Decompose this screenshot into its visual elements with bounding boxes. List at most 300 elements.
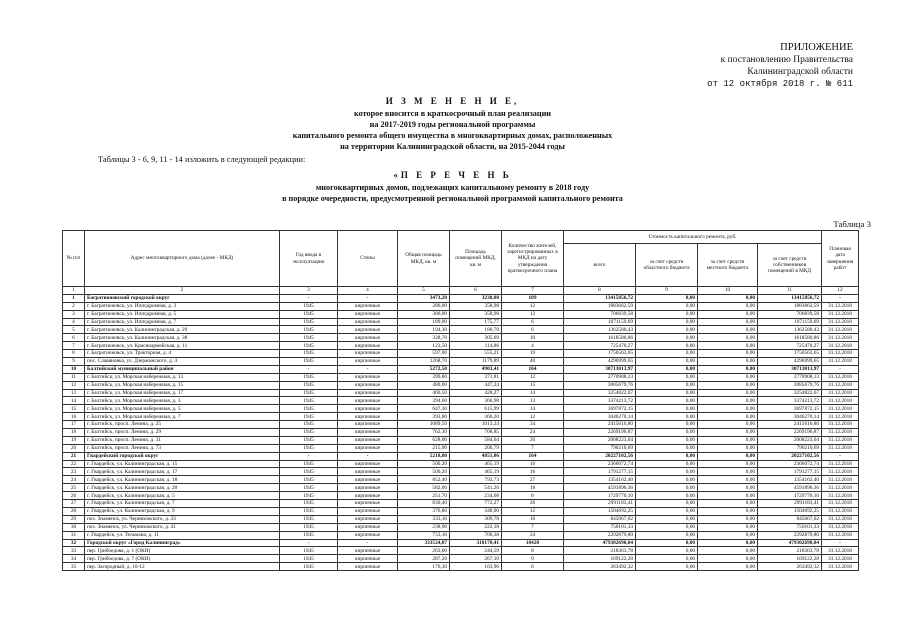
cell-walls: кирпичные [338,358,398,366]
cell-addr: г. Багратионовск, ул. Ипподромная, д. 3 [85,302,280,310]
cell-year: 1945 [280,555,338,563]
cell-walls: кирпичные [338,373,398,381]
cell-a2: 371,81 [450,373,502,381]
table-row [63,381,859,389]
cell-addr: пер. Грибоедова, д. 7 (ОКН) [85,555,280,563]
cell-c1: 2292879,80 [564,531,636,539]
table-row [63,413,859,421]
cell-a2: 366,20 [450,413,502,421]
cell-a2: 244,59 [450,547,502,555]
cell-d: 31.12.2018 [822,547,859,555]
cell-addr: г. Багратионовск, ул. Калининградская, д. 38 [85,334,280,342]
cell-c4: 1729770,10 [758,492,822,500]
cell-res: 4 [502,342,564,350]
cell-c2: 0,00 [636,436,698,444]
cell-addr: г. Балтийск, просп. Ленина, д. 29 [85,429,280,437]
group-row [63,452,859,460]
table-row [63,326,859,334]
table-row [63,476,859,484]
cell-c2: 0,00 [636,373,698,381]
cell-year: 1945 [280,507,338,515]
cell-res: 6 [502,318,564,326]
annex-date: от 12 октября 2018 г. № 611 [707,79,853,89]
cell-d: 31.12.2018 [822,460,859,468]
list-title: «П Е Р Е Ч Е Н Ь [393,170,512,180]
cell-a1: 500,20 [398,468,450,476]
cell-a2: 163,96 [450,563,502,571]
cell-n: 12 [63,381,85,389]
cell-res: 16 [502,468,564,476]
cell-a2: 447,24 [450,381,502,389]
cell-a1: 176,30 [398,563,450,571]
cell-walls: - [338,452,398,460]
cell-addr: г. Балтийск, ул. Морская набережная, д. 13 [85,373,280,381]
cell-addr: пер. Грибоедова, д. 1 (ОКН) [85,547,280,555]
cell-walls: кирпичные [338,476,398,484]
cell-d: 31.12.2018 [822,444,859,452]
cell-walls: кирпичные [338,436,398,444]
cell-c4: 1362580,43 [758,326,822,334]
cell-a1: 328,70 [398,334,450,342]
cell-walls: кирпичные [338,302,398,310]
cell-a2: 234,08 [450,492,502,500]
cell-d: 31.12.2018 [822,358,859,366]
cell-n: 34 [63,555,85,563]
cell-addr: г. Балтийск, просп. Ленина, д. 73 [85,444,280,452]
table-row [63,302,859,310]
cell-c3: 0,00 [698,515,758,523]
cell-a1: 376,80 [398,507,450,515]
cell-a2: 309,78 [450,515,502,523]
column-number-row [63,287,859,295]
houses-table [62,230,859,571]
cell-res: 12 [502,413,564,421]
cell-walls: кирпичные [338,507,398,515]
cell-res: 24 [502,531,564,539]
cell-c4: 1504692,25 [758,507,822,515]
cell-a2: 465,19 [450,468,502,476]
cell-d: 31.12.2018 [822,476,859,484]
cell-res: 16 [502,460,564,468]
cell-d: 31.12.2018 [822,507,859,515]
cell-addr: пос. Знаменск, ул. Черняховского, д. 33 [85,515,280,523]
cell-a1: 1089,50 [398,421,450,429]
cell-c3: 0,00 [698,507,758,515]
cell-addr: г. Гвардейск, ул. Калининградская, д. 15 [85,460,280,468]
cell-walls: кирпичные [338,484,398,492]
cell-d: 31.12.2018 [822,468,859,476]
cell-a1: 399,80 [398,373,450,381]
col-cost-group: Стоимость капитального ремонта, руб. [564,231,822,244]
cell-a2: 708,85 [450,429,502,437]
cell-addr: г. Балтийск, просп. Ленина, д. 25 [85,421,280,429]
cell-addr: Багратионовский городской округ [85,294,280,302]
cell-d: 31.12.2018 [822,334,859,342]
cell-a2: 180,70 [450,326,502,334]
change-line-2: на 2017-2019 годы региональной программы [369,120,536,129]
cell-addr: г. Гвардейск, ул. Калининградская, д. 17 [85,468,280,476]
cell-res: 14 [502,405,564,413]
col-cost-local: за счет средств местного бюджета [698,244,758,287]
cell-n: 14 [63,397,85,405]
cell-walls: кирпичные [338,547,398,555]
cell-year: 1945 [280,492,338,500]
cell-c3: 0,00 [698,555,758,563]
cell-c2: 0,00 [636,468,698,476]
cell-res: 164 [502,365,564,373]
cell-c1: 30713013,97 [564,365,636,373]
cell-addr: г. Балтийск, ул. Морская набережная, д. 5 [85,405,280,413]
cell-c2: 0,00 [636,358,698,366]
cell-d: 31.12.2018 [822,531,859,539]
cell-walls: кирпичные [338,444,398,452]
cell-n: 4 [63,318,85,326]
cell-addr: Гвардейский городской округ [85,452,280,460]
cell-walls: кирпичные [338,397,398,405]
cell-a1: 286,00 [398,302,450,310]
column-number-cell: 11 [758,287,822,295]
cell-c1: 20227102,56 [564,452,636,460]
cell-c2: 0,00 [636,515,698,523]
cell-addr: г. Балтийск, ул. Морская набережная, д. 3 [85,397,280,405]
cell-walls: кирпичные [338,531,398,539]
cell-n: 33 [63,547,85,555]
cell-c1: 4296999,65 [564,358,636,366]
col-cost-owners: за счет средств собственников помещений в МКД [758,244,822,287]
cell-res: 20 [502,436,564,444]
cell-addr: пер. Загородный, д. 10-12 [85,563,280,571]
cell-year: 1945 [280,484,338,492]
cell-a1: 1268,70 [398,358,450,366]
cell-c3: 0,00 [698,365,758,373]
cell-c2: 0,00 [636,389,698,397]
cell-c3: 0,00 [698,539,758,547]
cell-c4: 2269196,87 [758,429,822,437]
cell-d: 31.12.2018 [822,302,859,310]
cell-a2: 792,73 [450,476,502,484]
cell-c3: 0,00 [698,468,758,476]
cell-res: 19 [502,350,564,358]
cell-c3: 0,00 [698,373,758,381]
cell-addr: г. Багратионовск, ул. Ипподромная, д. 7 [85,318,280,326]
cell-c4: 3046270,14 [758,413,822,421]
cell-d: 31.12.2018 [822,326,859,334]
cell-n: 8 [63,350,85,358]
cell-a1: 215,90 [398,444,450,452]
cell-d: 31.12.2018 [822,397,859,405]
cell-a2: 772,27 [450,500,502,508]
cell-c3: 0,00 [698,436,758,444]
cell-walls: кирпичные [338,460,398,468]
cell-c1: 13415856,72 [564,294,636,302]
cell-a1: 189,00 [398,318,450,326]
cell-walls: кирпичные [338,318,398,326]
cell-d: 31.12.2018 [822,563,859,571]
change-title: И З М Е Н Е Н И Е, [385,96,520,106]
cell-n: 18 [63,429,85,437]
cell-n: 1 [63,294,85,302]
table-row [63,318,859,326]
cell-year: 1945 [280,326,338,334]
cell-a2: 175,77 [450,318,502,326]
cell-c1: 3254822,67 [564,389,636,397]
table-row [63,500,859,508]
table-row [63,310,859,318]
cell-c2: 0,00 [636,342,698,350]
change-line-4: на территории Калининградской области, на 2015-2044 годы [340,142,565,151]
cell-c1: 750101,33 [564,523,636,531]
cell-n: 3 [63,310,85,318]
column-number-cell: 1 [63,287,85,295]
cell-a1: 393,80 [398,413,450,421]
cell-walls: кирпичные [338,421,398,429]
cell-c3: 0,00 [698,476,758,484]
cell-res: 10 [502,334,564,342]
cell-c2: 0,00 [636,421,698,429]
column-number-cell: 8 [564,287,636,295]
cell-n: 2 [63,302,85,310]
cell-c1: 2008223,04 [564,436,636,444]
cell-n: 20 [63,444,85,452]
cell-c2: 0,00 [636,405,698,413]
cell-c4: 3254822,67 [758,389,822,397]
cell-c4: 1071159,69 [758,318,822,326]
cell-res: 27 [502,476,564,484]
cell-c1: 3697872,15 [564,405,636,413]
cell-walls: кирпичные [338,555,398,563]
column-number-cell: 6 [450,287,502,295]
cell-n: 27 [63,500,85,508]
cell-c3: 0,00 [698,444,758,452]
cell-c4: 845067,02 [758,515,822,523]
cell-c4: 30713013,97 [758,365,822,373]
cell-a1: 852,40 [398,476,450,484]
cell-c1: 2366072,74 [564,460,636,468]
list-line-1: многоквартирных домов, подлежащих капитальному ремонту в 2018 году [315,183,590,192]
table-row [63,523,859,531]
cell-c4: 2415616,80 [758,421,822,429]
cell-a1: 3473,20 [398,294,450,302]
cell-a1: 394,60 [398,397,450,405]
cell-c2: 0,00 [636,294,698,302]
table-row [63,563,859,571]
cell-year: 1945 [280,523,338,531]
cell-c2: 0,00 [636,326,698,334]
cell-n: 17 [63,421,85,429]
cell-c2: 0,00 [636,547,698,555]
cell-c3: 0,00 [698,342,758,350]
cell-addr: г. Багратионовск, ул. Ипподромная, д. 5 [85,310,280,318]
table-row [63,507,859,515]
cell-c3: 0,00 [698,350,758,358]
cell-c2: 0,00 [636,507,698,515]
cell-a1: 287,20 [398,555,450,563]
annex-line-1: к постановлению Правительства [720,55,853,65]
cell-a2: 541,26 [450,484,502,492]
cell-year: 1945 [280,413,338,421]
cell-c2: 0,00 [636,500,698,508]
annex-block [653,42,853,90]
col-cost-total: всего [564,244,636,287]
cell-c4: 4296999,65 [758,358,822,366]
cell-addr: Балтийский муниципальный район [85,365,280,373]
column-number-cell: 9 [636,287,698,295]
cell-c3: 0,00 [698,389,758,397]
cell-d: 31.12.2018 [822,310,859,318]
cell-c4: 2008223,04 [758,436,822,444]
cell-res: 6 [502,563,564,571]
cell-c3: 0,00 [698,358,758,366]
cell-n: 10 [63,365,85,373]
cell-c1: 218363,78 [564,547,636,555]
cell-a2: 222,18 [450,523,502,531]
cell-res: 8 [502,492,564,500]
table-row [63,436,859,444]
cell-d: 31.12.2018 [822,381,859,389]
cell-c4: 750101,33 [758,523,822,531]
cell-a2: 4851,06 [450,452,502,460]
cell-walls: кирпичные [338,515,398,523]
cell-d: 31.12.2018 [822,429,859,437]
cell-c3: 0,00 [698,318,758,326]
group-row [63,539,859,547]
table-row [63,373,859,381]
table-row [63,460,859,468]
cell-res: 13 [502,397,564,405]
cell-c1: 1750563,65 [564,350,636,358]
cell-c3: 0,00 [698,294,758,302]
cell-n: 35 [63,563,85,571]
column-number-cell: 2 [85,287,280,295]
cell-walls: кирпичные [338,405,398,413]
cell-addr: г. Гвардейск, ул. Калининградская, д. 5 [85,492,280,500]
table-header [63,231,859,287]
cell-c1: 263492,32 [564,563,636,571]
col-area-total: Общая площадь МКД, кв. м [398,231,450,287]
cell-year: 1945 [280,397,338,405]
cell-year: 1945 [280,531,338,539]
table-body [63,287,859,571]
cell-c4: 3374213,72 [758,397,822,405]
cell-year: 1945 [280,476,338,484]
cell-a2: 366,98 [450,397,502,405]
cell-a1: 333524,87 [398,539,450,547]
cell-a1: 582,00 [398,484,450,492]
cell-n: 6 [63,334,85,342]
cell-year: 1945 [280,436,338,444]
cell-walls: кирпичные [338,413,398,421]
cell-c4: 1618580,86 [758,334,822,342]
cell-c1: 1729770,10 [564,492,636,500]
cell-c2: 0,00 [636,484,698,492]
cell-c3: 0,00 [698,405,758,413]
cell-addr: г. Гвардейск, ул. Калининградская, д. 20 [85,484,280,492]
cell-n: 11 [63,373,85,381]
cell-n: 29 [63,515,85,523]
cell-a2: 348,00 [450,507,502,515]
cell-res: 12 [502,302,564,310]
cell-a2: 114,86 [450,342,502,350]
col-walls: Стены [338,231,398,287]
cell-a1: 238,90 [398,523,450,531]
cell-year: 1945 [280,468,338,476]
cell-d: 31.12.2018 [822,350,859,358]
cell-c4: 2770908,13 [758,373,822,381]
cell-res: 6 [502,326,564,334]
change-line-3: капитального ремонта общего имущества в многоквартирных домах, расположенных [292,131,613,140]
cell-c2: 0,00 [636,310,698,318]
table-row [63,444,859,452]
table-row [63,350,859,358]
cell-res: 18 [502,484,564,492]
cell-n: 5 [63,326,85,334]
table-row [63,547,859,555]
cell-c4: 1750563,65 [758,350,822,358]
cell-a1: 251,70 [398,492,450,500]
cell-d: - [822,365,859,373]
cell-year: 1945 [280,405,338,413]
cell-year: 1945 [280,500,338,508]
cell-c4: 2991183,41 [758,500,822,508]
table-row [63,492,859,500]
cell-c3: 0,00 [698,492,758,500]
cell-c2: 0,00 [636,365,698,373]
col-year: Год ввода в эксплуатацию [280,231,338,287]
cell-walls: кирпичные [338,334,398,342]
cell-c4: 3697872,15 [758,405,822,413]
cell-a1: 597,00 [398,350,450,358]
cell-year: 1945 [280,342,338,350]
cell-n: 28 [63,507,85,515]
table-row [63,389,859,397]
cell-n: 31 [63,531,85,539]
cell-c2: 0,00 [636,302,698,310]
cell-walls: кирпичные [338,310,398,318]
cell-a2: 4903,41 [450,365,502,373]
cell-n: 21 [63,452,85,460]
cell-c3: 0,00 [698,397,758,405]
cell-a2: 465,19 [450,460,502,468]
cell-c2: 0,00 [636,429,698,437]
cell-a2: 584,04 [450,436,502,444]
cell-res: 164 [502,452,564,460]
cell-d: 31.12.2018 [822,373,859,381]
cell-c4: 3085679,76 [758,381,822,389]
cell-c1: 725470,27 [564,342,636,350]
cell-c2: 0,00 [636,555,698,563]
cell-c2: 0,00 [636,334,698,342]
annex-title: ПРИЛОЖЕНИЕ [780,42,853,53]
cell-c1: 2415616,80 [564,421,636,429]
cell-res: 12 [502,310,564,318]
cell-res: 12 [502,507,564,515]
cell-c3: 0,00 [698,484,758,492]
cell-a1: 5272,50 [398,365,450,373]
cell-c1: 2770908,13 [564,373,636,381]
column-number-cell: 5 [398,287,450,295]
cell-c4: 1354162,40 [758,476,822,484]
cell-c2: 0,00 [636,492,698,500]
col-cost-regional: за счет средств областного бюджета [636,244,698,287]
cell-walls: кирпичные [338,468,398,476]
cell-c3: 0,00 [698,531,758,539]
cell-c4: 218363,78 [758,547,822,555]
cell-addr: г. Гвардейск, ул. Калининградская, д. 9 [85,507,280,515]
cell-walls: кирпичные [338,381,398,389]
cell-c1: 2269196,87 [564,429,636,437]
cell-a2: 555,21 [450,350,502,358]
intro-text: Таблицы 3 - 6, 9, 11 - 14 изложить в следующей редакции: [98,155,306,164]
